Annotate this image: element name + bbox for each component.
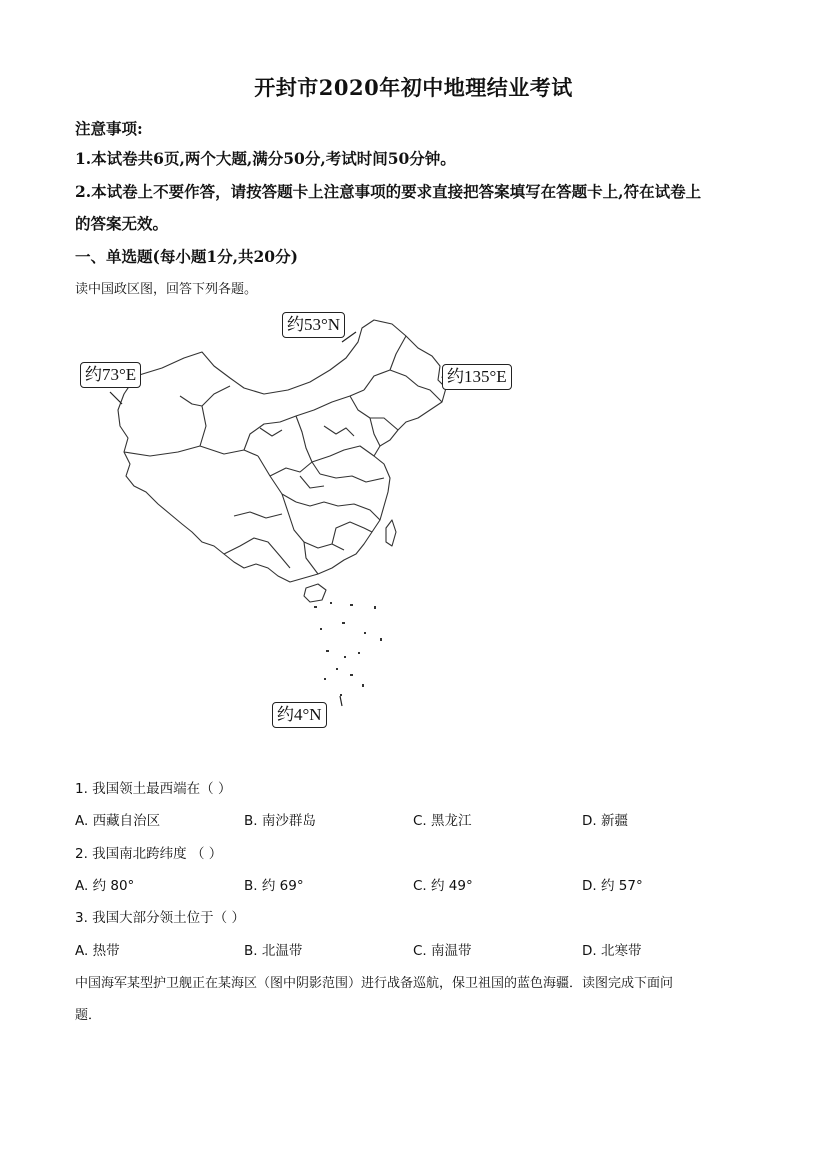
label-west-longitude: 约73°E: [80, 362, 141, 388]
question-2-option-b: B. 约 69°: [244, 878, 304, 894]
notice-heading: 注意事项:: [75, 119, 143, 138]
china-political-map: [74, 306, 524, 736]
label-north-latitude: 约53°N: [282, 312, 345, 338]
question-3-option-c: C. 南温带: [413, 943, 472, 959]
question-1-option-a: A. 西藏自治区: [75, 813, 161, 829]
question-1-stem: 1. 我国领土最西端在（ ）: [75, 781, 232, 797]
question-3-stem: 3. 我国大部分领土位于（ ）: [75, 910, 245, 926]
section-1-intro: 读中国政区图，回答下列各题。: [75, 282, 258, 297]
notice-item-1: 1.本试卷共6页,两个大题,满分50分,考试时间50分钟。: [75, 149, 456, 168]
notice-item-2-line-2: 的答案无效。: [75, 214, 169, 233]
section-1-heading: 一、单选题(每小题1分,共20分): [75, 247, 298, 266]
question-2-option-d: D. 约 57°: [582, 878, 643, 894]
question-2-option-c: C. 约 49°: [413, 878, 473, 894]
section-2-intro-line-2: 题．: [75, 1008, 102, 1023]
question-1-option-c: C. 黑龙江: [413, 813, 472, 829]
question-3-option-d: D. 北寒带: [582, 943, 642, 959]
south-sea-islands: [314, 602, 382, 696]
label-east-longitude: 约135°E: [442, 364, 512, 390]
exam-title: 开封市2020年初中地理结业考试: [254, 75, 573, 100]
question-3-option-b: B. 北温带: [244, 943, 303, 959]
section-2-intro-line-1: 中国海军某型护卫舰正在某海区（图中阴影范围）进行战备巡航，保卫祖国的蓝色海疆．读图完成下面问: [75, 976, 674, 991]
question-1-option-d: D. 新疆: [582, 813, 628, 829]
question-1-option-b: B. 南沙群岛: [244, 813, 316, 829]
label-south-latitude: 约4°N: [272, 702, 327, 728]
question-2-option-a: A. 约 80°: [75, 878, 135, 894]
question-3-option-a: A. 热带: [75, 943, 120, 959]
notice-item-2-line-1: 2.本试卷上不要作答，请按答题卡上注意事项的要求直接把答案填写在答题卡上,符在试卷上: [75, 182, 702, 201]
question-2-stem: 2. 我国南北跨纬度 （ ）: [75, 846, 223, 862]
